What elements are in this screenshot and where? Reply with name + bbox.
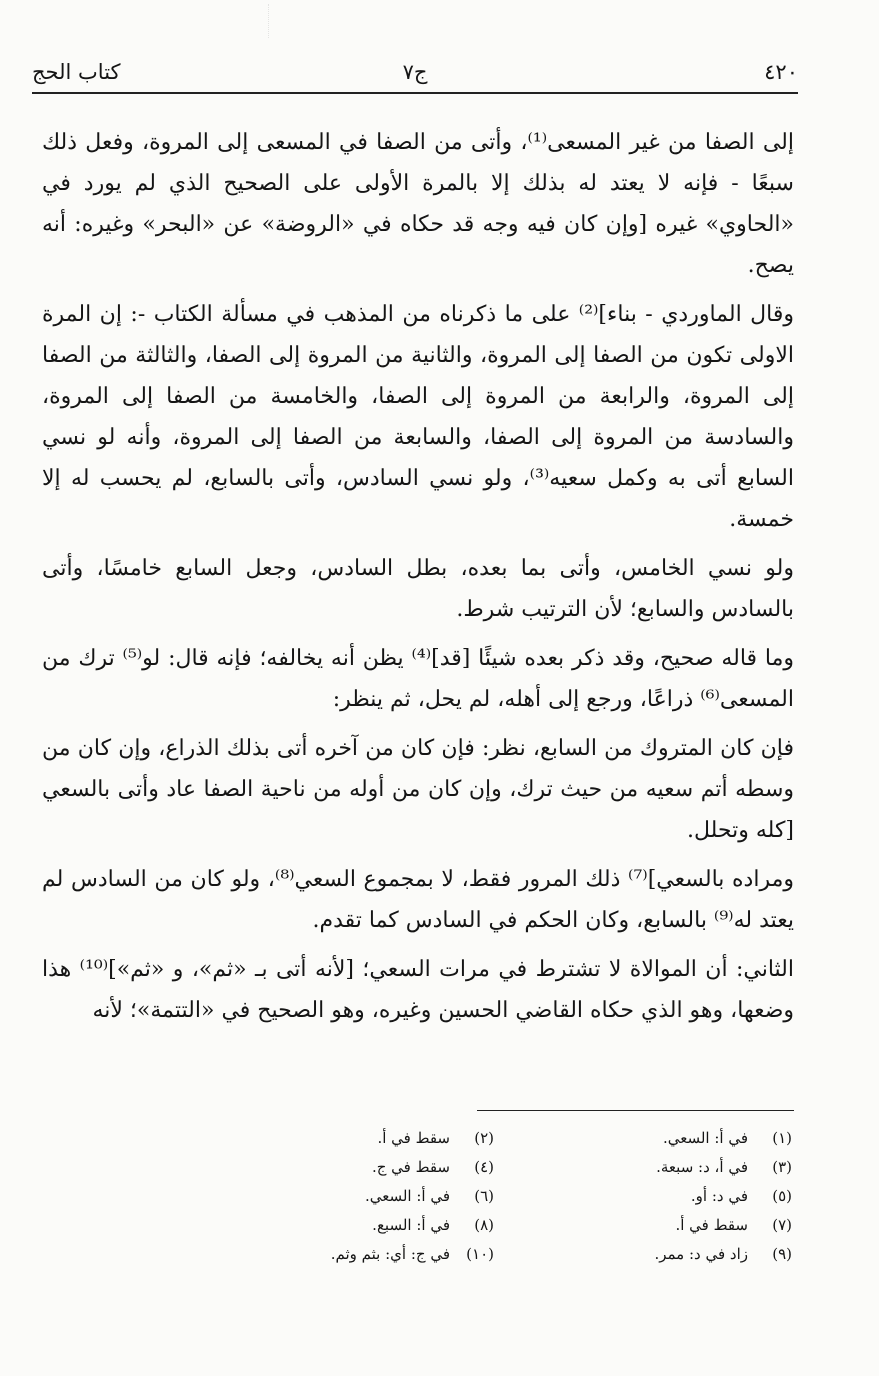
footnote-number: (٥): [772, 1187, 792, 1205]
footnote-text: سقط في أ.: [675, 1216, 748, 1234]
footnote-number: (٦): [474, 1187, 494, 1205]
footnote-number: (٣): [772, 1158, 792, 1176]
footnote: [200, 1240, 498, 1269]
paragraph: فإن كان المتروك من السابع، نظر: فإن كان من آخره أتى بذلك الذراع، وإن كان من وسطه أتم سعيه من حيث ترك، وإن كان من أوله من ناحية الصفا عاد وأتى بالسعي [كله وتحلل.: [42, 736, 794, 843]
paragraph: وما قاله صحيح، وقد ذكر بعده شيئًا [قد]⁽⁴⁾ يظن أنه يخالفه؛ فإنه قال: لو⁽⁵⁾ ترك من المسعى⁽⁶⁾ ذراعًا، ورجع إلى أهله، لم يحل، ثم ينظر:: [42, 646, 794, 712]
footnote-number: (١٠): [466, 1245, 494, 1263]
footnote-text: في أ: السبع.: [372, 1216, 450, 1234]
book-title: كتاب الحج: [32, 60, 121, 84]
footnotes: [200, 1124, 796, 1269]
footnote-number: (٢): [474, 1129, 494, 1147]
footnote-text: في أ، د: سبعة.: [656, 1158, 748, 1176]
footnote: [498, 1240, 796, 1269]
paragraph: إلى الصفا من غير المسعى⁽¹⁾، وأتى من الصفا في المسعى إلى المروة، وفعل ذلك سبعًا - فإنه لا يعتد له بذلك إلا بالمرة الأولى على الصحيح الذي لم يورد في «الحاوي» غيره [وإن كان فيه وجه قد حكاه في «الروضة» عن «البحر» وغيره: أنه يصح.: [42, 130, 794, 278]
paragraph: ولو نسي الخامس، وأتى بما بعده، بطل السادس، وجعل السابع خامسًا، وأتى بالسادس والسابع؛ لأن الترتيب شرط.: [42, 556, 794, 622]
footnote-text: زاد في د: ممر.: [654, 1245, 748, 1263]
footnote-rule: [477, 1110, 794, 1111]
footnote-text: في أ: السعي.: [662, 1129, 748, 1147]
footnote-text: سقط في أ.: [377, 1129, 450, 1147]
page-number: ٤٢٠: [764, 60, 798, 84]
footnote-number: (٩): [772, 1245, 792, 1263]
header-rule: [32, 92, 798, 94]
footnote-text: في ج: أي: بثم وثم.: [330, 1245, 450, 1263]
paragraph: ومراده بالسعي]⁽⁷⁾ ذلك المرور فقط، لا بمجموع السعي⁽⁸⁾، ولو كان من السادس لم يعتد له⁽⁹⁾ بالسابع، وكان الحكم في السادس كما تقدم.: [42, 867, 794, 933]
footnote-text: سقط في ج.: [371, 1158, 450, 1176]
paragraph: الثاني: أن الموالاة لا تشترط في مرات السعي؛ [لأنه أتى بـ «ثم»، و «ثم»]⁽¹⁰⁾ هذا وضعها، وهو الذي حكاه القاضي الحسين وغيره، وهو الصحيح في «التتمة»؛ لأنه: [42, 957, 794, 1023]
footnote-number: (٨): [474, 1216, 494, 1234]
volume-label: ج٧: [402, 60, 428, 84]
footnote-number: (١): [772, 1129, 792, 1147]
footnote: [200, 1124, 498, 1153]
footnote: [498, 1182, 796, 1211]
faint-mark: [268, 4, 293, 38]
running-header: [32, 56, 798, 92]
footnote: [498, 1211, 796, 1240]
footnote-number: (٤): [474, 1158, 494, 1176]
footnote: [498, 1153, 796, 1182]
footnote-text: في أ: السعي.: [364, 1187, 450, 1205]
footnote: [498, 1124, 796, 1153]
main-text: [42, 122, 794, 1039]
footnote: [200, 1153, 498, 1182]
footnote-number: (٧): [772, 1216, 792, 1234]
footnote: [200, 1211, 498, 1240]
paragraph: وقال الماوردي - بناء]⁽²⁾ على ما ذكرناه من المذهب في مسألة الكتاب -: إن المرة الاولى تكون من الصفا إلى المروة، والثانية من المروة إلى الصفا، والثالثة من الصفا إلى المروة، والرابعة من المروة إلى الصفا، والخامسة من الصفا إلى المروة، والسادسة من المروة إلى الصفا، والسابعة من الصفا إلى المروة، وأنه لو نسي السابع أتى به وكمل سعيه⁽³⁾، ولو نسي السادس، وأتى بالسابع، لم يحسب له إلا خمسة.: [42, 302, 795, 532]
footnote-text: في د: أو.: [690, 1187, 748, 1205]
footnote: [200, 1182, 498, 1211]
